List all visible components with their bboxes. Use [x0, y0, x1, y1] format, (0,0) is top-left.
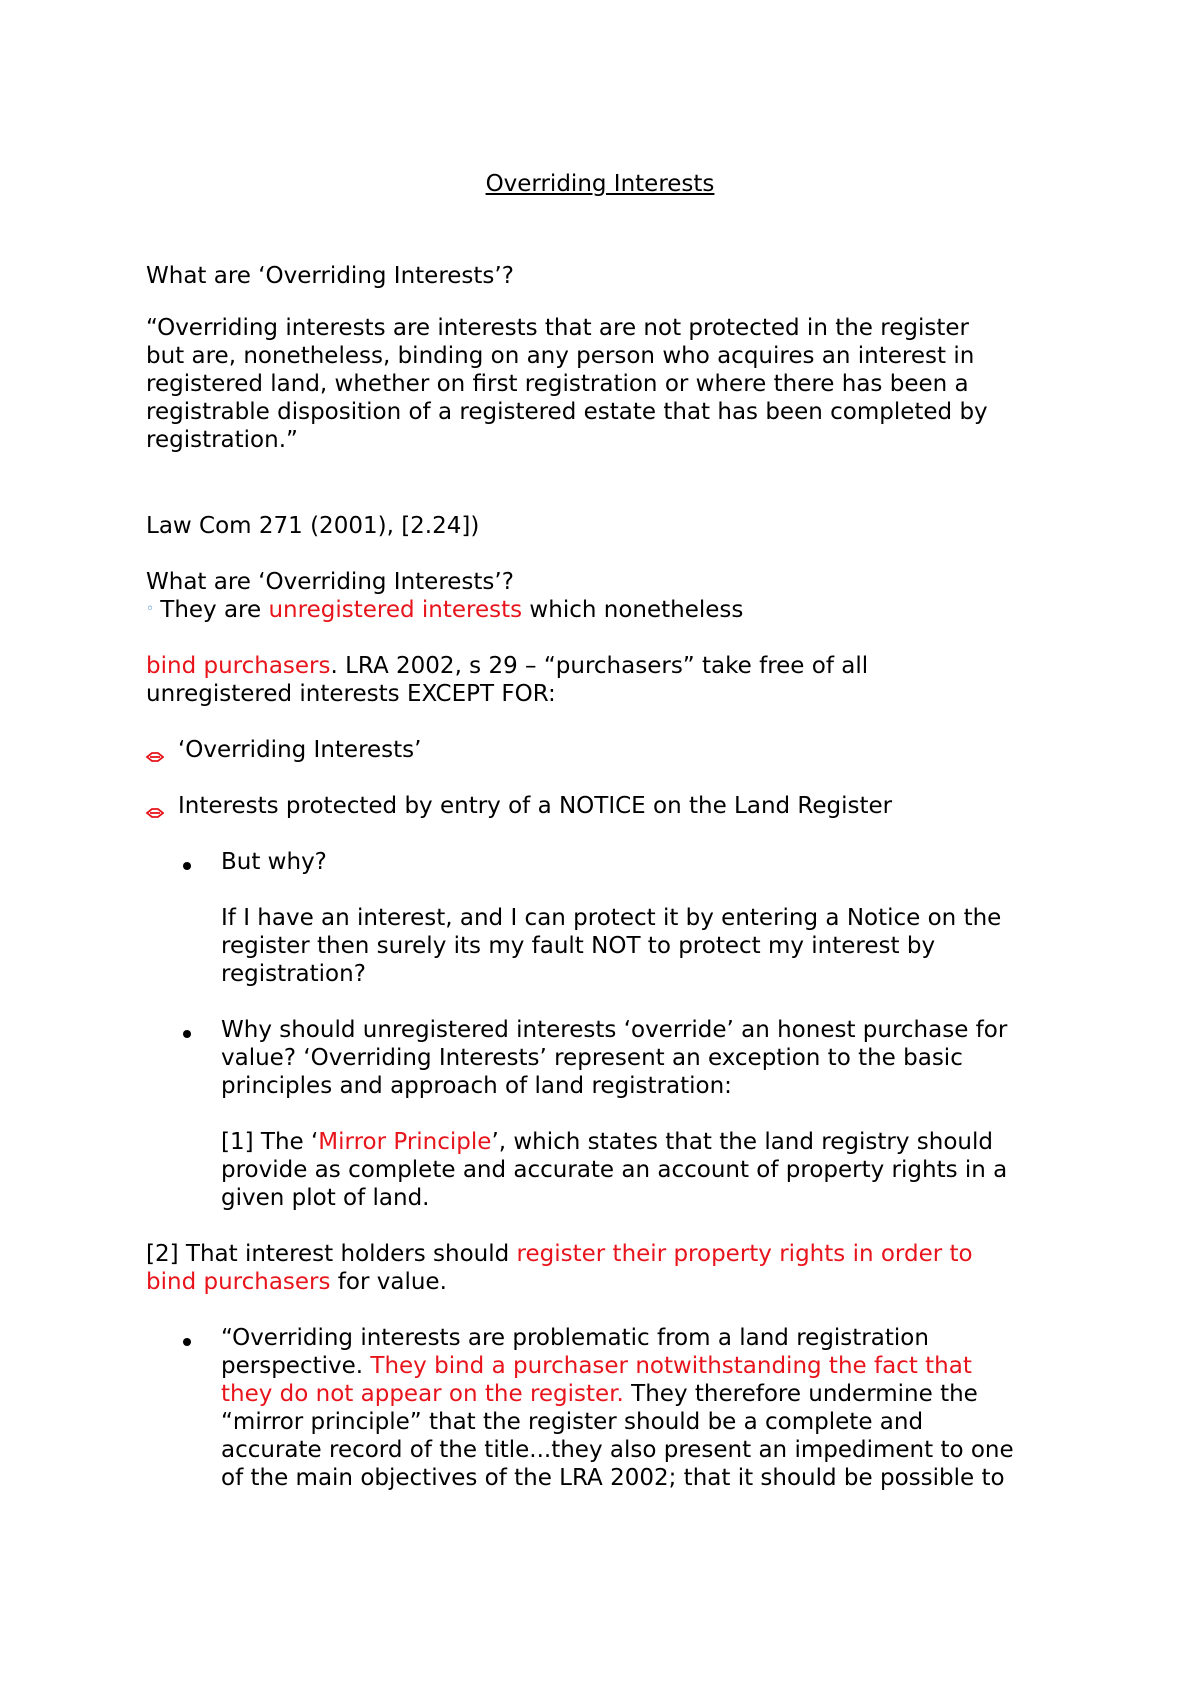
point-unregistered-interests — [146, 596, 743, 625]
mirror-line-2: provide as complete and accurate an account of property rights in a — [221, 1157, 1008, 1183]
mirror-post: ’, which states that the land registry should — [491, 1129, 993, 1155]
final-quote-line-5: accurate record of the title...they also present an impediment to one — [221, 1437, 1014, 1463]
if-para-line-2: register then surely its my fault NOT to protect my interest by — [221, 933, 936, 959]
point1-post: which nonetheless — [522, 597, 744, 623]
bullet-dot-icon — [183, 1338, 191, 1346]
except-item-overriding: ‘Overriding Interests’ — [178, 737, 422, 763]
point3-red2: bind purchasers — [146, 1269, 331, 1295]
final-quote-l3-red: they do not appear on the register. — [221, 1381, 624, 1407]
but-why: But why? — [221, 849, 327, 875]
mirror-pre: [1] The ‘ — [221, 1129, 319, 1155]
point2-red: bind purchasers — [146, 653, 331, 679]
if-para-line-1: If I have an interest, and I can protect it by entering a Notice on the — [221, 905, 1002, 931]
final-quote-l2-red: They bind a purchaser notwithstanding the fact that — [370, 1353, 972, 1379]
point3-pre: [2] That interest holders should — [146, 1241, 517, 1267]
heading-what-are-2: What are ‘Overriding Interests’? — [146, 569, 514, 595]
final-quote-line-6: of the main objectives of the LRA 2002; that it should be possible to — [221, 1465, 1005, 1491]
mirror-principle: Mirror Principle — [318, 1129, 492, 1155]
final-quote-line-1: “Overriding interests are problematic from a land registration — [221, 1325, 929, 1351]
arrow-bullet-icon — [146, 752, 164, 762]
final-quote-line-4: “mirror principle” that the register should be a complete and — [221, 1409, 924, 1435]
document-title: Overriding Interests — [485, 171, 715, 197]
heading-what-are-1: What are ‘Overriding Interests’? — [146, 263, 514, 289]
quote-line-1: “Overriding interests are interests that are not protected in the register — [146, 315, 969, 341]
why-para-line-3: principles and approach of land registration: — [221, 1073, 732, 1099]
quote-line-4: registrable disposition of a registered estate that has been completed by — [146, 399, 988, 425]
final-quote-l2-pre: perspective. — [221, 1353, 371, 1379]
why-para-line-2: value? ‘Overriding Interests’ represent an exception to the basic — [221, 1045, 963, 1071]
point-bind-purchasers — [146, 652, 868, 680]
mirror-line-3: given plot of land. — [221, 1185, 430, 1211]
final-quote-line-3 — [221, 1380, 978, 1408]
quote-line-5: registration.” — [146, 427, 298, 453]
point3-post: for value. — [330, 1269, 447, 1295]
if-para-line-3: registration? — [221, 961, 366, 987]
quote-line-3: registered land, whether on first registration or where there has been a — [146, 371, 969, 397]
point2-line-2: unregistered interests EXCEPT FOR: — [146, 681, 556, 707]
quote-line-2: but are, nonetheless, binding on any person who acquires an interest in — [146, 343, 975, 369]
final-quote-l3-post: They therefore undermine the — [623, 1381, 978, 1407]
bullet-dot-icon — [183, 862, 191, 870]
except-item-notice: Interests protected by entry of a NOTICE on the Land Register — [178, 793, 893, 819]
point3-line-1 — [146, 1240, 973, 1268]
point1-pre: They are — [160, 597, 269, 623]
bullet-dot-icon — [183, 1030, 191, 1038]
point3-line-2 — [146, 1268, 447, 1296]
point1-red: unregistered interests — [268, 597, 523, 623]
citation: Law Com 271 (2001), [2.24]) — [146, 513, 480, 539]
arrow-bullet-icon — [146, 808, 164, 818]
final-quote-line-2 — [221, 1352, 972, 1380]
point2-post: . LRA 2002, s 29 – “purchasers” take free of all — [330, 653, 869, 679]
circle-bullet-icon: ◦ — [146, 600, 155, 617]
mirror-line-1 — [221, 1128, 993, 1156]
point3-red1: register their property rights in order to — [516, 1241, 973, 1267]
why-para-line-1: Why should unregistered interests ‘override’ an honest purchase for — [221, 1017, 1008, 1043]
